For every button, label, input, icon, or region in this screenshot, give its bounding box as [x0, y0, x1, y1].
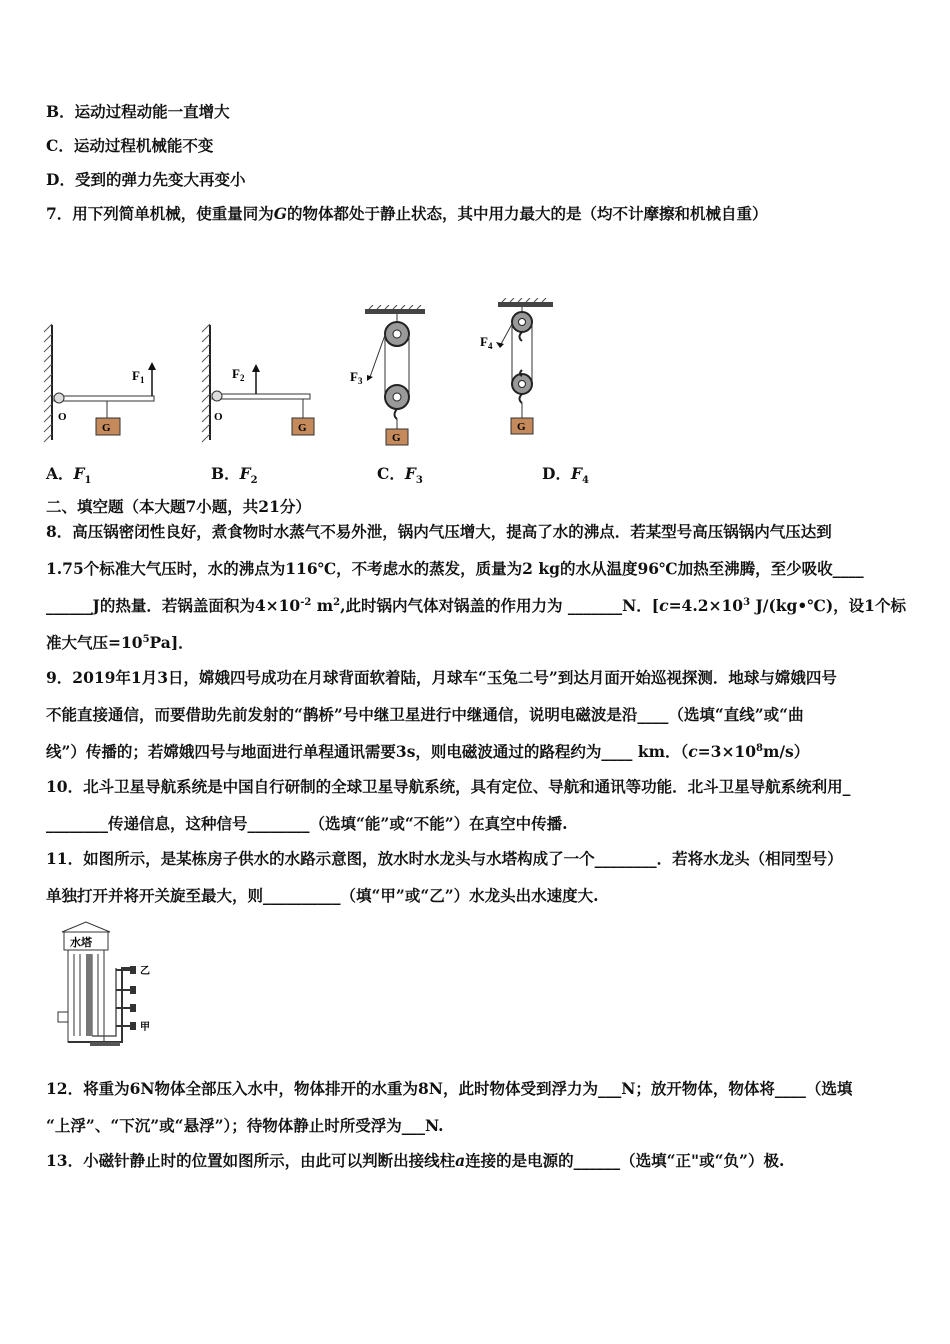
- f1-label: $F_1$: [132, 368, 145, 385]
- water-tower-figure: [50, 920, 160, 1050]
- f4-label: $F_4$: [480, 334, 493, 351]
- weight-g-label: G: [298, 422, 307, 434]
- q7-option-d: D．$F_4$: [542, 464, 589, 487]
- weight-g-label: G: [102, 422, 111, 434]
- water-tower-label: 水塔: [70, 937, 92, 949]
- q10-line-1: 10．北斗卫星导航系统是中国自行研制的全球卫星导航系统，具有定位、导航和通讯等功能．北斗卫星导航系统利用_: [46, 777, 851, 796]
- q6-option-d: D．受到的弹力先变大再变小: [46, 170, 246, 189]
- q12-line-1: 12．将重为6N物体全部压入水中，物体排开的水重为8N，此时物体受到浮力为___N；放开物体，物体将____（选填: [46, 1079, 853, 1098]
- q6-option-b: B．运动过程动能一直增大: [46, 102, 230, 121]
- lever-figure-b: [200, 320, 330, 445]
- q8-line-2: 1.75个标准大气压时，水的沸点为116℃，不考虑水的蒸发，质量为2 kg的水从温度96℃加热至沸腾，至少吸收____: [46, 559, 864, 578]
- q8-line-1: 8．高压锅密闭性良好，煮食物时水蒸气不易外泄，锅内气压增大，提高了水的沸点．若某型号高压锅锅内气压达到: [46, 522, 832, 541]
- q10-line-2: ________传递信息，这种信号________（选填“能”或“不能”）在真空中传播.: [46, 814, 568, 833]
- faucet-jia-label: 甲: [140, 1022, 150, 1033]
- q7-option-b: B．$F_2$: [211, 464, 258, 487]
- q7-option-a: A．$F_1$: [46, 464, 92, 487]
- weight-g-label: G: [392, 432, 401, 444]
- q6-option-c: C．运动过程机械能不变: [46, 136, 214, 155]
- q9-line-3: 线”）传播的；若嫦娥四号与地面进行单程通讯需要3s，则电磁波通过的路程约为____ km．$(c=3\times 10^8m/s)$: [46, 742, 810, 761]
- weight-g-label: G: [517, 421, 526, 433]
- q11-line-1: 11．如图所示，是某栋房子供水的水路示意图，放水时水龙头与水塔构成了一个________．若将水龙头（相同型号）: [46, 849, 843, 868]
- q7-option-c: C．$F_3$: [377, 464, 423, 487]
- q8-line-4: 准大气压$=10^5Pa$]．: [46, 633, 194, 652]
- lever-figure-a: [40, 320, 170, 445]
- f3-label: $F_3$: [350, 369, 363, 386]
- q9-line-2: 不能直接通信，而要借助先前发射的“鹊桥”号中继卫星进行中继通信，说明电磁波是沿____（选填“直线”或“曲: [46, 705, 804, 724]
- q8-line-3: ______J的热量．若锅盖面积为$4\times 10^{-2}$ $m^2$,此时锅内气体对锅盖的作用力为 _______N．[$c=4.2\times 10^3$ J/(kg•℃)，设1个标: [46, 596, 906, 615]
- q13-line-1: 13．小磁针静止时的位置如图所示，由此可以判断出接线柱a连接的是电源的______（选填“正"或“负”）极.: [46, 1151, 785, 1170]
- f2-label: $F_2$: [232, 366, 245, 383]
- faucet-yi-label: 乙: [140, 966, 150, 977]
- section-heading-fill-in: 二、填空题（本大题7小题，共21分）: [46, 497, 311, 516]
- pulley-figure-d: [478, 298, 568, 443]
- pulley-figure-c: [345, 305, 440, 450]
- q9-line-1: 9．2019年1月3日，嫦娥四号成功在月球背面软着陆，月球车“玉兔二号”到达月面开始巡视探测．地球与嫦娥四号: [46, 668, 837, 687]
- pivot-o-label: O: [58, 411, 67, 423]
- q11-line-2: 单独打开并将开关旋至最大，则__________（填“甲”或“乙”）水龙头出水速度大.: [46, 886, 599, 905]
- q12-line-2: “上浮”、“下沉”或“悬浮”）；待物体静止时所受浮为___N.: [46, 1116, 444, 1135]
- q7-stem: 7．用下列简单机械，使重量同为G的物体都处于静止状态，其中用力最大的是（均不计摩擦和机械自重）: [46, 204, 768, 223]
- pivot-o-label: O: [214, 411, 223, 423]
